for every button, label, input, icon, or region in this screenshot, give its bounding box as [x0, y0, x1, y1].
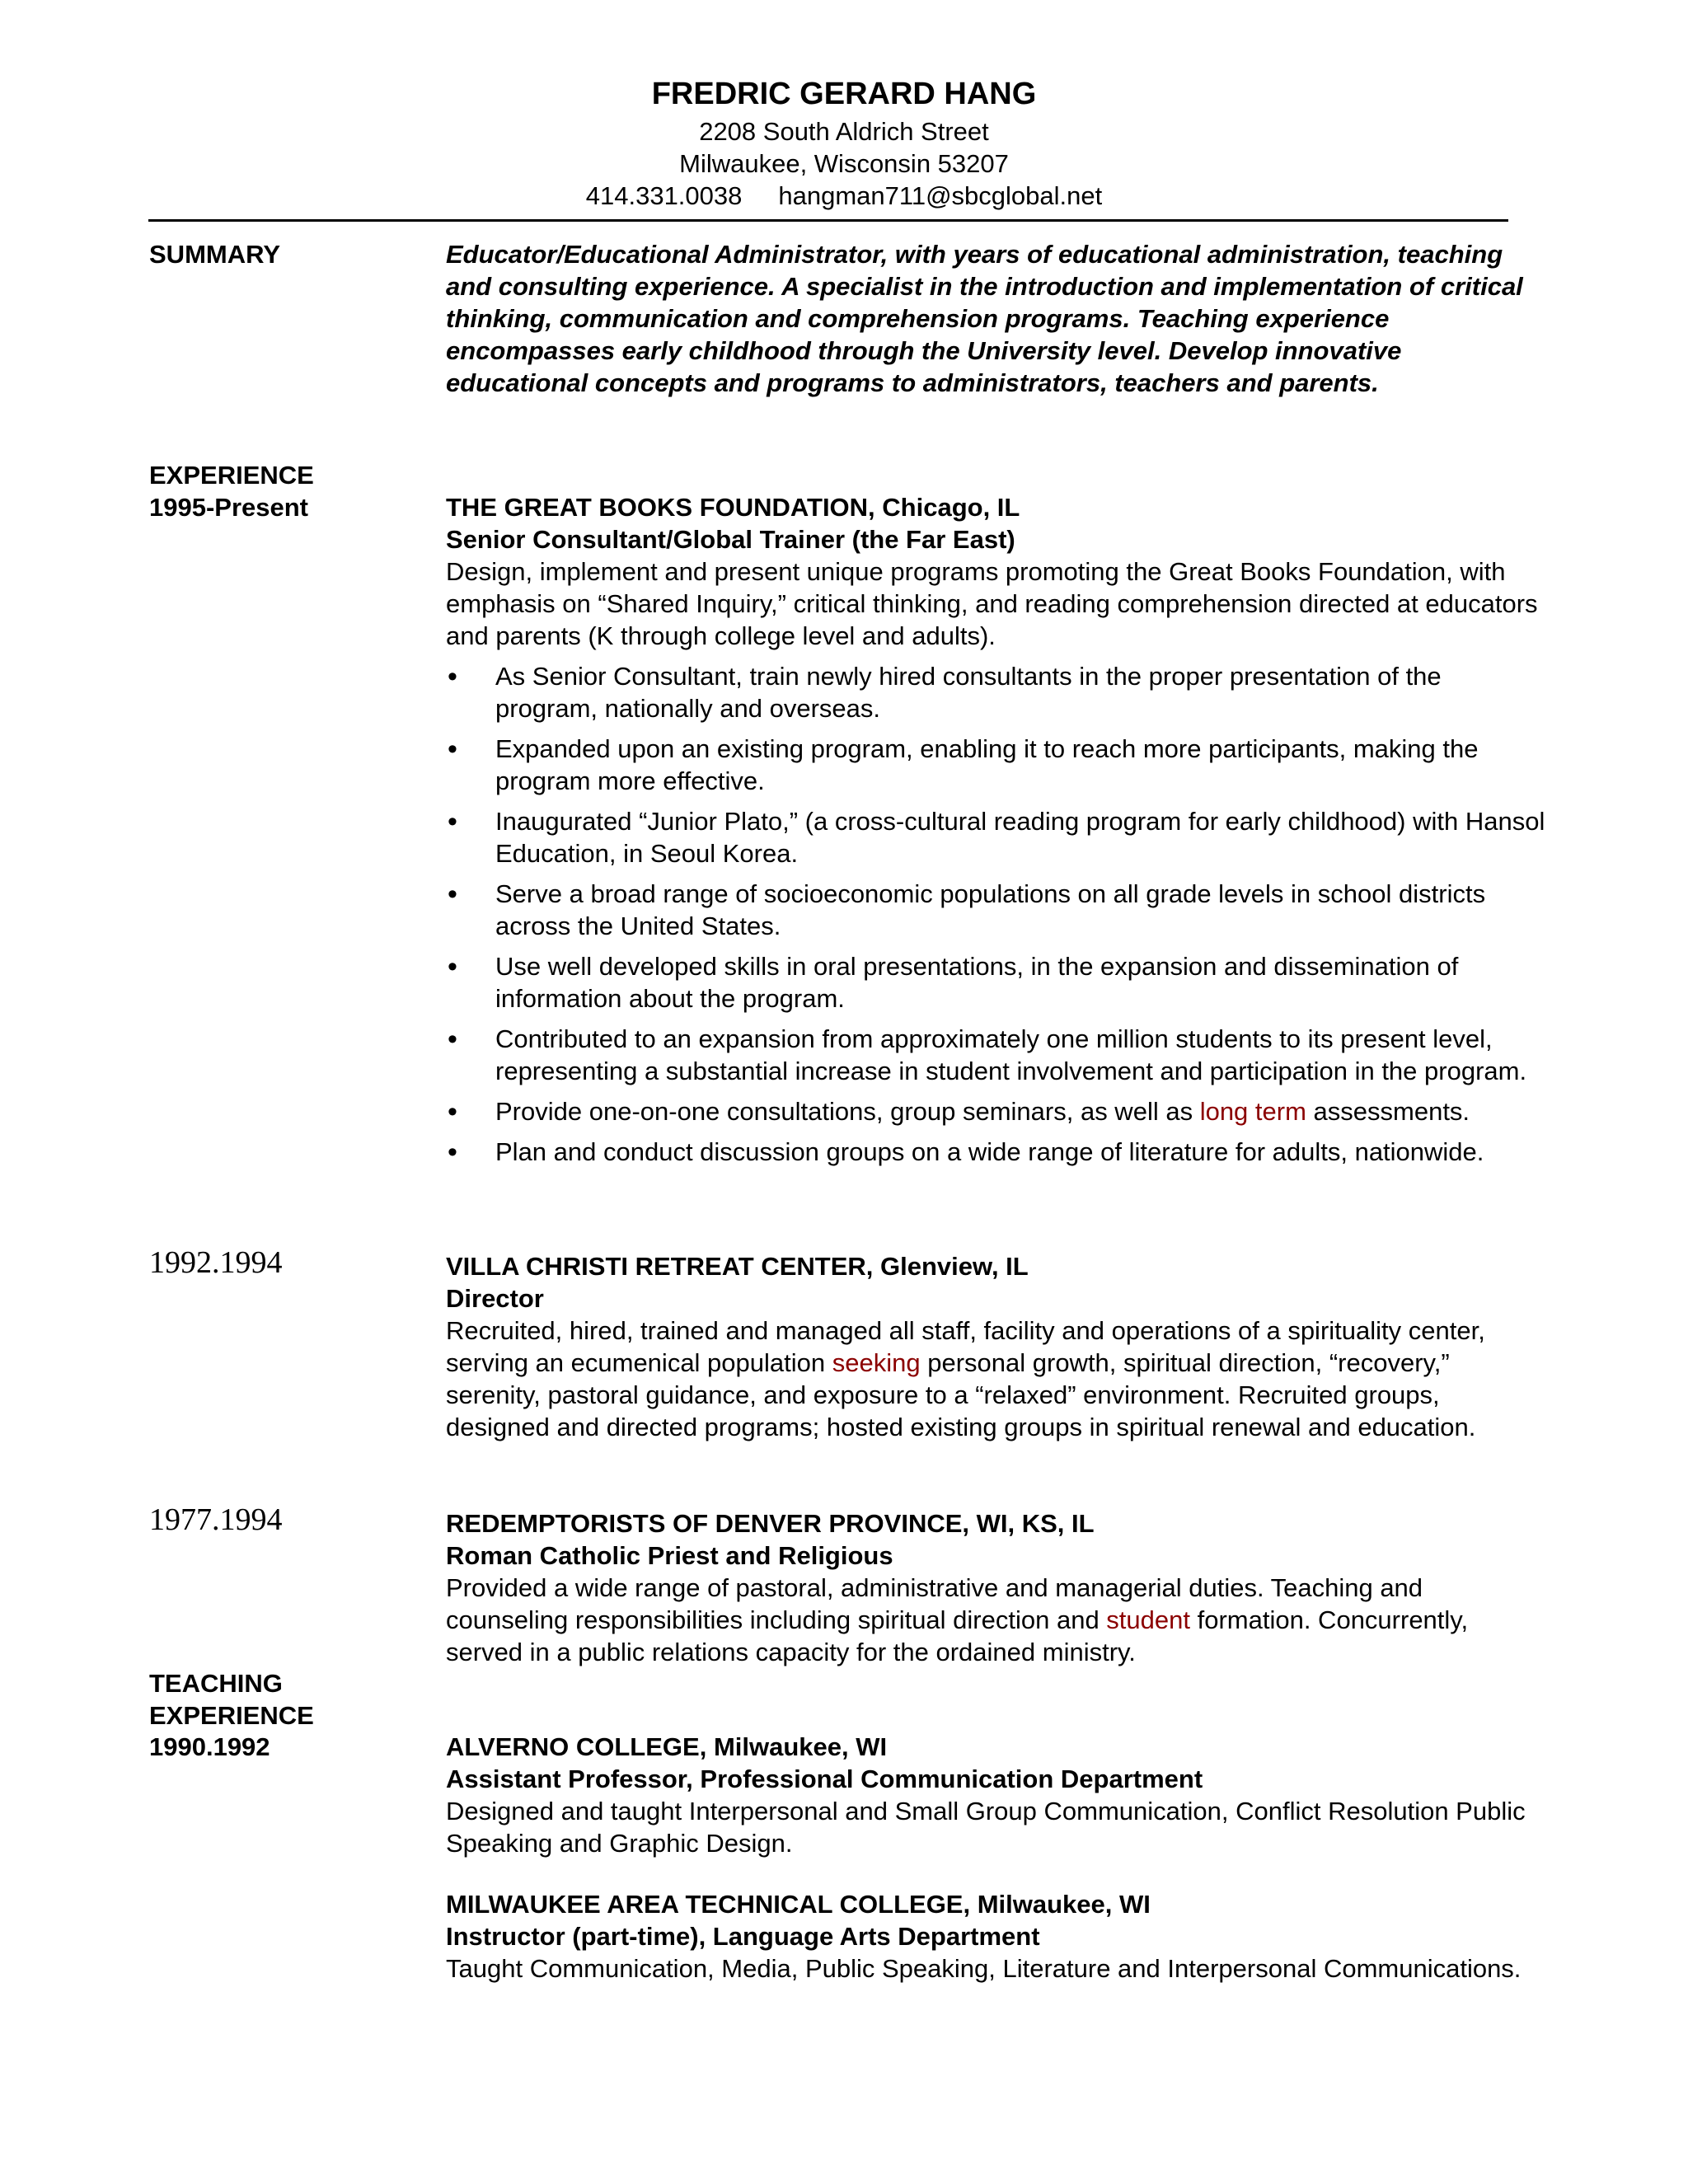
contact-line — [0, 180, 1688, 212]
job-organization: MILWAUKEE AREA TECHNICAL COLLEGE, Milwaukee, WI — [446, 1890, 1151, 1919]
bullet-icon: • — [448, 1024, 457, 1055]
job-organization: THE GREAT BOOKS FOUNDATION, Chicago, IL — [446, 493, 1020, 522]
job-title: Senior Consultant/Global Trainer (the Far East) — [446, 525, 1015, 554]
list-item: • Plan and conduct discussion groups on a wide range of literature for adults, nationwide. — [448, 1137, 1484, 1168]
bullet-icon: • — [448, 879, 457, 910]
bullet-icon: • — [448, 1137, 457, 1168]
list-item: • Expanded upon an existing program, enabling it to reach more participants, making the program more effective. — [448, 733, 1479, 795]
summary-label: SUMMARY — [149, 240, 281, 269]
job-entry-alverno — [446, 1731, 1550, 1859]
highlighted-phrase: student — [1106, 1605, 1190, 1634]
job-description: Taught Communication, Media, Public Speaking, Literature and Interpersonal Communications. — [446, 1954, 1522, 1983]
job-dates: 1995-Present — [149, 493, 309, 522]
teaching-label-line2: EXPERIENCE — [149, 1701, 314, 1730]
bullet-icon: • — [448, 661, 457, 692]
highlighted-phrase: seeking — [832, 1348, 921, 1377]
job-entry-great-books — [446, 491, 1550, 1176]
job-organization: ALVERNO COLLEGE, Milwaukee, WI — [446, 1732, 888, 1761]
highlighted-phrase: long term — [1199, 1097, 1306, 1126]
job-bullet-list — [446, 660, 1550, 1168]
experience-label: EXPERIENCE — [149, 461, 314, 490]
phone-number: 414.331.0038 — [585, 181, 743, 210]
resume-header — [0, 73, 1688, 212]
teaching-label-line1: TEACHING — [149, 1669, 283, 1698]
candidate-name: FREDRIC GERARD HANG — [651, 77, 1037, 111]
job-title: Director — [446, 1284, 544, 1313]
job-entry-redemptorists — [446, 1507, 1550, 1668]
list-item: • Contributed to an expansion from approximately one million students to its present level, representing a substantial increase in student involvement and participation in the program. — [448, 1024, 1527, 1085]
list-item: • Inaugurated “Junior Plato,” (a cross-cultural reading program for early childhood) with Hansol Education, in Seoul Korea. — [448, 806, 1545, 868]
summary-text: Educator/Educational Administrator, with years of educational administration, teaching and consulting experience. A specialist in the introduction and implementation of critical thinking, communication and comprehension programs. Teaching experience encompasses early childhood through the University level. Develop innovative educational concepts and programs to administrators, teachers and parents. — [446, 240, 1523, 397]
bullet-icon: • — [448, 733, 457, 765]
job-title: Assistant Professor, Professional Communication Department — [446, 1765, 1203, 1793]
email-address: hangman711@sbcglobal.net — [778, 181, 1103, 210]
job-title: Instructor (part-time), Language Arts Department — [446, 1922, 1040, 1951]
job-entry-villa-christi — [446, 1250, 1550, 1443]
job-organization: VILLA CHRISTI RETREAT CENTER, Glenview, IL — [446, 1252, 1029, 1281]
job-organization: REDEMPTORISTS OF DENVER PROVINCE, WI, KS, IL — [446, 1509, 1095, 1538]
list-item: • Use well developed skills in oral presentations, in the expansion and dissemination of information about the program. — [448, 951, 1459, 1013]
bullet-icon: • — [448, 806, 457, 837]
job-description: Recruited, hired, trained and managed all staff, facility and operations of a spirituality center, serving an ecumenical population seeking personal growth, spiritual direction, “recovery,” serenity, pastoral guidance, and exposure to a “relaxed” environment. Recruited groups, designed and directed programs; hosted existing groups in spiritual renewal and education. — [446, 1316, 1485, 1441]
header-divider — [148, 219, 1508, 222]
job-description: Provided a wide range of pastoral, administrative and managerial duties. Teaching and counseling responsibilities including spiritual direction and student formation. Concurrently, served in a public relations capacity for the ordained ministry. — [446, 1573, 1469, 1666]
job-dates: 1992.1994 — [149, 1245, 283, 1280]
city-state-zip: Milwaukee, Wisconsin 53207 — [679, 149, 1009, 178]
bullet-icon: • — [448, 951, 457, 982]
bullet-icon: • — [448, 1096, 457, 1127]
job-entry-matc — [446, 1888, 1550, 1985]
job-dates: 1977.1994 — [149, 1502, 283, 1537]
job-description: Design, implement and present unique programs promoting the Great Books Foundation, with emphasis on “Shared Inquiry,” critical thinking, and reading comprehension directed at educators and parents (K through college level and adults). — [446, 557, 1538, 650]
list-item: • As Senior Consultant, train newly hired consultants in the proper presentation of the program, nationally and overseas. — [448, 661, 1442, 723]
list-item: • Serve a broad range of socioeconomic populations on all grade levels in school districts across the United States. — [448, 879, 1486, 940]
list-item: • Provide one-on-one consultations, group seminars, as well as long term assessments. — [448, 1096, 1470, 1127]
job-dates: 1990.1992 — [149, 1732, 270, 1761]
job-title: Roman Catholic Priest and Religious — [446, 1541, 893, 1570]
job-description: Designed and taught Interpersonal and Small Group Communication, Conflict Resolution Public Speaking and Graphic Design. — [446, 1797, 1526, 1858]
street-address: 2208 South Aldrich Street — [699, 117, 989, 146]
